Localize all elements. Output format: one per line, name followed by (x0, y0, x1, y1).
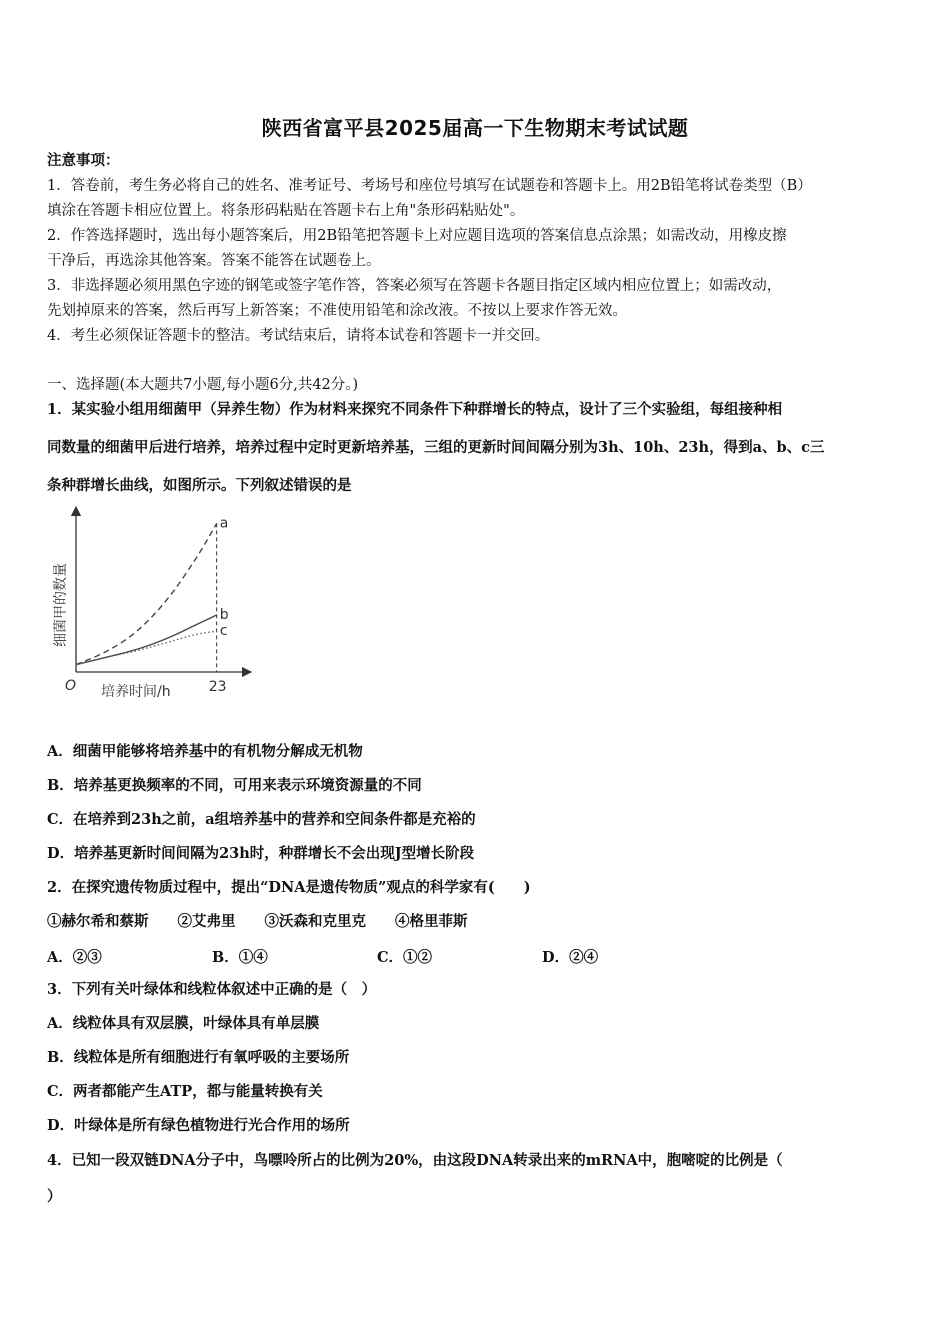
page-title: 陕西省富平县2025届高一下生物期末考试试题 (261, 116, 689, 140)
series-a-line (76, 523, 217, 664)
origin-label: O (65, 678, 77, 694)
q1-stem-line: 同数量的细菌甲后进行培养，培养过程中定时更新培养基，三组的更新时间间隔分别为3h、10h、23h，得到a、b、c三 (47, 439, 825, 456)
notice-line: 干净后，再选涂其他答案。答案不能答在试题卷上。 (47, 253, 381, 269)
q1-option: C．在培养到23h之前，a组培养基中的营养和空间条件都是充裕的 (47, 811, 476, 828)
q3-option: C．两者都能产生ATP，都与能量转换有关 (47, 1083, 323, 1100)
q3-option: B．线粒体是所有细胞进行有氧呼吸的主要场所 (47, 1049, 350, 1066)
y-axis-label: 细菌甲的数量 (53, 563, 69, 647)
notice-heading: 注意事项： (47, 152, 120, 169)
q1-option: D．培养基更新时间间隔为23h时，种群增长不会出现J型增长阶段 (47, 845, 475, 862)
x-tick-label: 23 (208, 679, 227, 695)
series-b-label: b (219, 607, 229, 623)
q2-stem: 2．在探究遗传物质过程中，提出“DNA是遗传物质”观点的科学家有( ) (47, 879, 531, 896)
series-a-label: a (219, 515, 229, 532)
q1-stem-line: 条种群增长曲线，如图所示。下列叙述错误的是 (47, 477, 352, 494)
q1-option: B．培养基更换频率的不同，可用来表示环境资源量的不同 (47, 777, 422, 794)
notice-line: 先划掉原来的答案，然后再写上新答案；不准使用铅笔和涂改液。不按以上要求作答无效。 (47, 303, 627, 319)
q3-option: A．线粒体具有双层膜，叶绿体具有单层膜 (47, 1015, 320, 1032)
q2-items: ①赫尔希和蔡斯 ②艾弗里 ③沃森和克里克 ④格里菲斯 (47, 913, 468, 930)
q3-stem: 3．下列有关叶绿体和线粒体叙述中正确的是（ ） (47, 981, 377, 998)
q2-option-d: D．②④ (542, 949, 599, 966)
growth-curve-chart (45, 505, 255, 705)
notice-line: 填涂在答题卡相应位置上。将条形码粘贴在答题卡右上角"条形码粘贴处"。 (47, 203, 525, 219)
q3-option: D．叶绿体是所有绿色植物进行光合作用的场所 (47, 1117, 350, 1134)
notice-line: 2．作答选择题时，选出每小题答案后，用2B铅笔把答题卡上对应题目选项的答案信息点涂黑；如需改动，用橡皮擦 (47, 228, 787, 244)
q2-option-b: B．①④ (212, 949, 268, 966)
notice-line: 1．答卷前，考生务必将自己的姓名、准考证号、考场号和座位号填写在试题卷和答题卡上。用2B铅笔将试卷类型（B） (47, 178, 812, 194)
q4-stem-line: ） (47, 1188, 62, 1205)
notice-line: 4．考生必须保证答题卡的整洁。考试结束后，请将本试卷和答题卡一并交回。 (47, 328, 550, 344)
q4-stem-line: 4．已知一段双链DNA分子中，鸟嘌呤所占的比例为20%，由这段DNA转录出来的mRNA中，胞嘧啶的比例是（ (47, 1152, 783, 1169)
q2-option-a: A．②③ (47, 949, 102, 966)
q1-stem-line: 1．某实验小组用细菌甲（异养生物）作为材料来探究不同条件下种群增长的特点，设计了三个实验组，每组接种相 (47, 401, 783, 418)
x-axis-label: 培养时间/h (101, 684, 171, 700)
series-c-label: c (219, 623, 228, 640)
q2-option-c: C．①② (377, 949, 433, 966)
section-heading: 一、选择题(本大题共7小题,每小题6分,共42分。) (47, 377, 359, 393)
q1-option: A．细菌甲能够将培养基中的有机物分解成无机物 (47, 743, 363, 760)
notice-line: 3．非选择题必须用黑色字迹的钢笔或签字笔作答，答案必须写在答题卡各题目指定区域内相应位置上；如需改动， (47, 278, 782, 294)
